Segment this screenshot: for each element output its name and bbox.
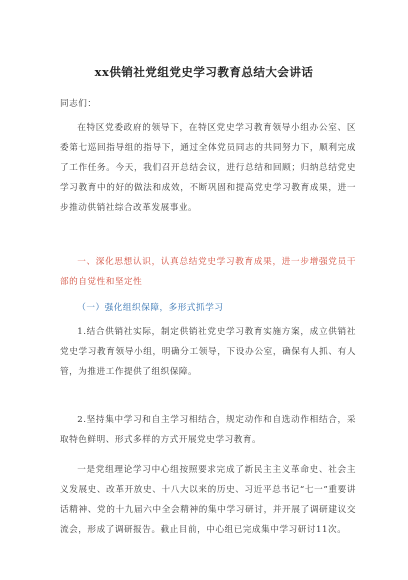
salutation: 同志们： [60, 99, 97, 109]
list-item-3: 一是党组理论学习中心组按照要求完成了新民主主义革命史、社会主义发展史、改革开放史、十八大以来的历史、习近平总书记“七一”重要讲话精神、党的十九届六中全会精神的集中学习研讨，并开展了调研建议交流会，形成了调研报告。截止目前，中心组已完成集中学习研讨11次。 [60, 465, 356, 535]
list-item-1: 1.结合供销社实际，制定供销社党史学习教育实施方案，成立供销社党史学习教育领导小组，明确分工领导，下设办公室，确保有人抓、有人管，为推进工作提供了组织保障。 [60, 327, 356, 377]
document-title: xx供销社党组党史学习教育总结大会讲话 [94, 65, 314, 79]
section-heading: 一、深化思想认识，认真总结党史学习教育成果，进一步增强党员干部的自觉性和坚定性 [60, 257, 356, 287]
list-item-2: 2.坚持集中学习和自主学习相结合，规定动作和自选动作相结合，采取特色鲜明、形式多样的方式开展党史学习教育。 [60, 415, 356, 445]
subsection-heading: （一）强化组织保障，多形式抓学习 [77, 303, 224, 313]
body-paragraph-intro: 在特区党委政府的领导下，在特区党史学习教育领导小组办公室、区委第七巡回指导组的指导下，通过全体党员同志的共同努力下，顺利完成了工作任务。今天，我们召开总结会议，进行总结和回顾；归纳总结党史学习教育中的好的做法和成效，不断巩固和提高党史学习教育成果，进一步推动供销社综合改革发展事业。 [60, 123, 356, 213]
